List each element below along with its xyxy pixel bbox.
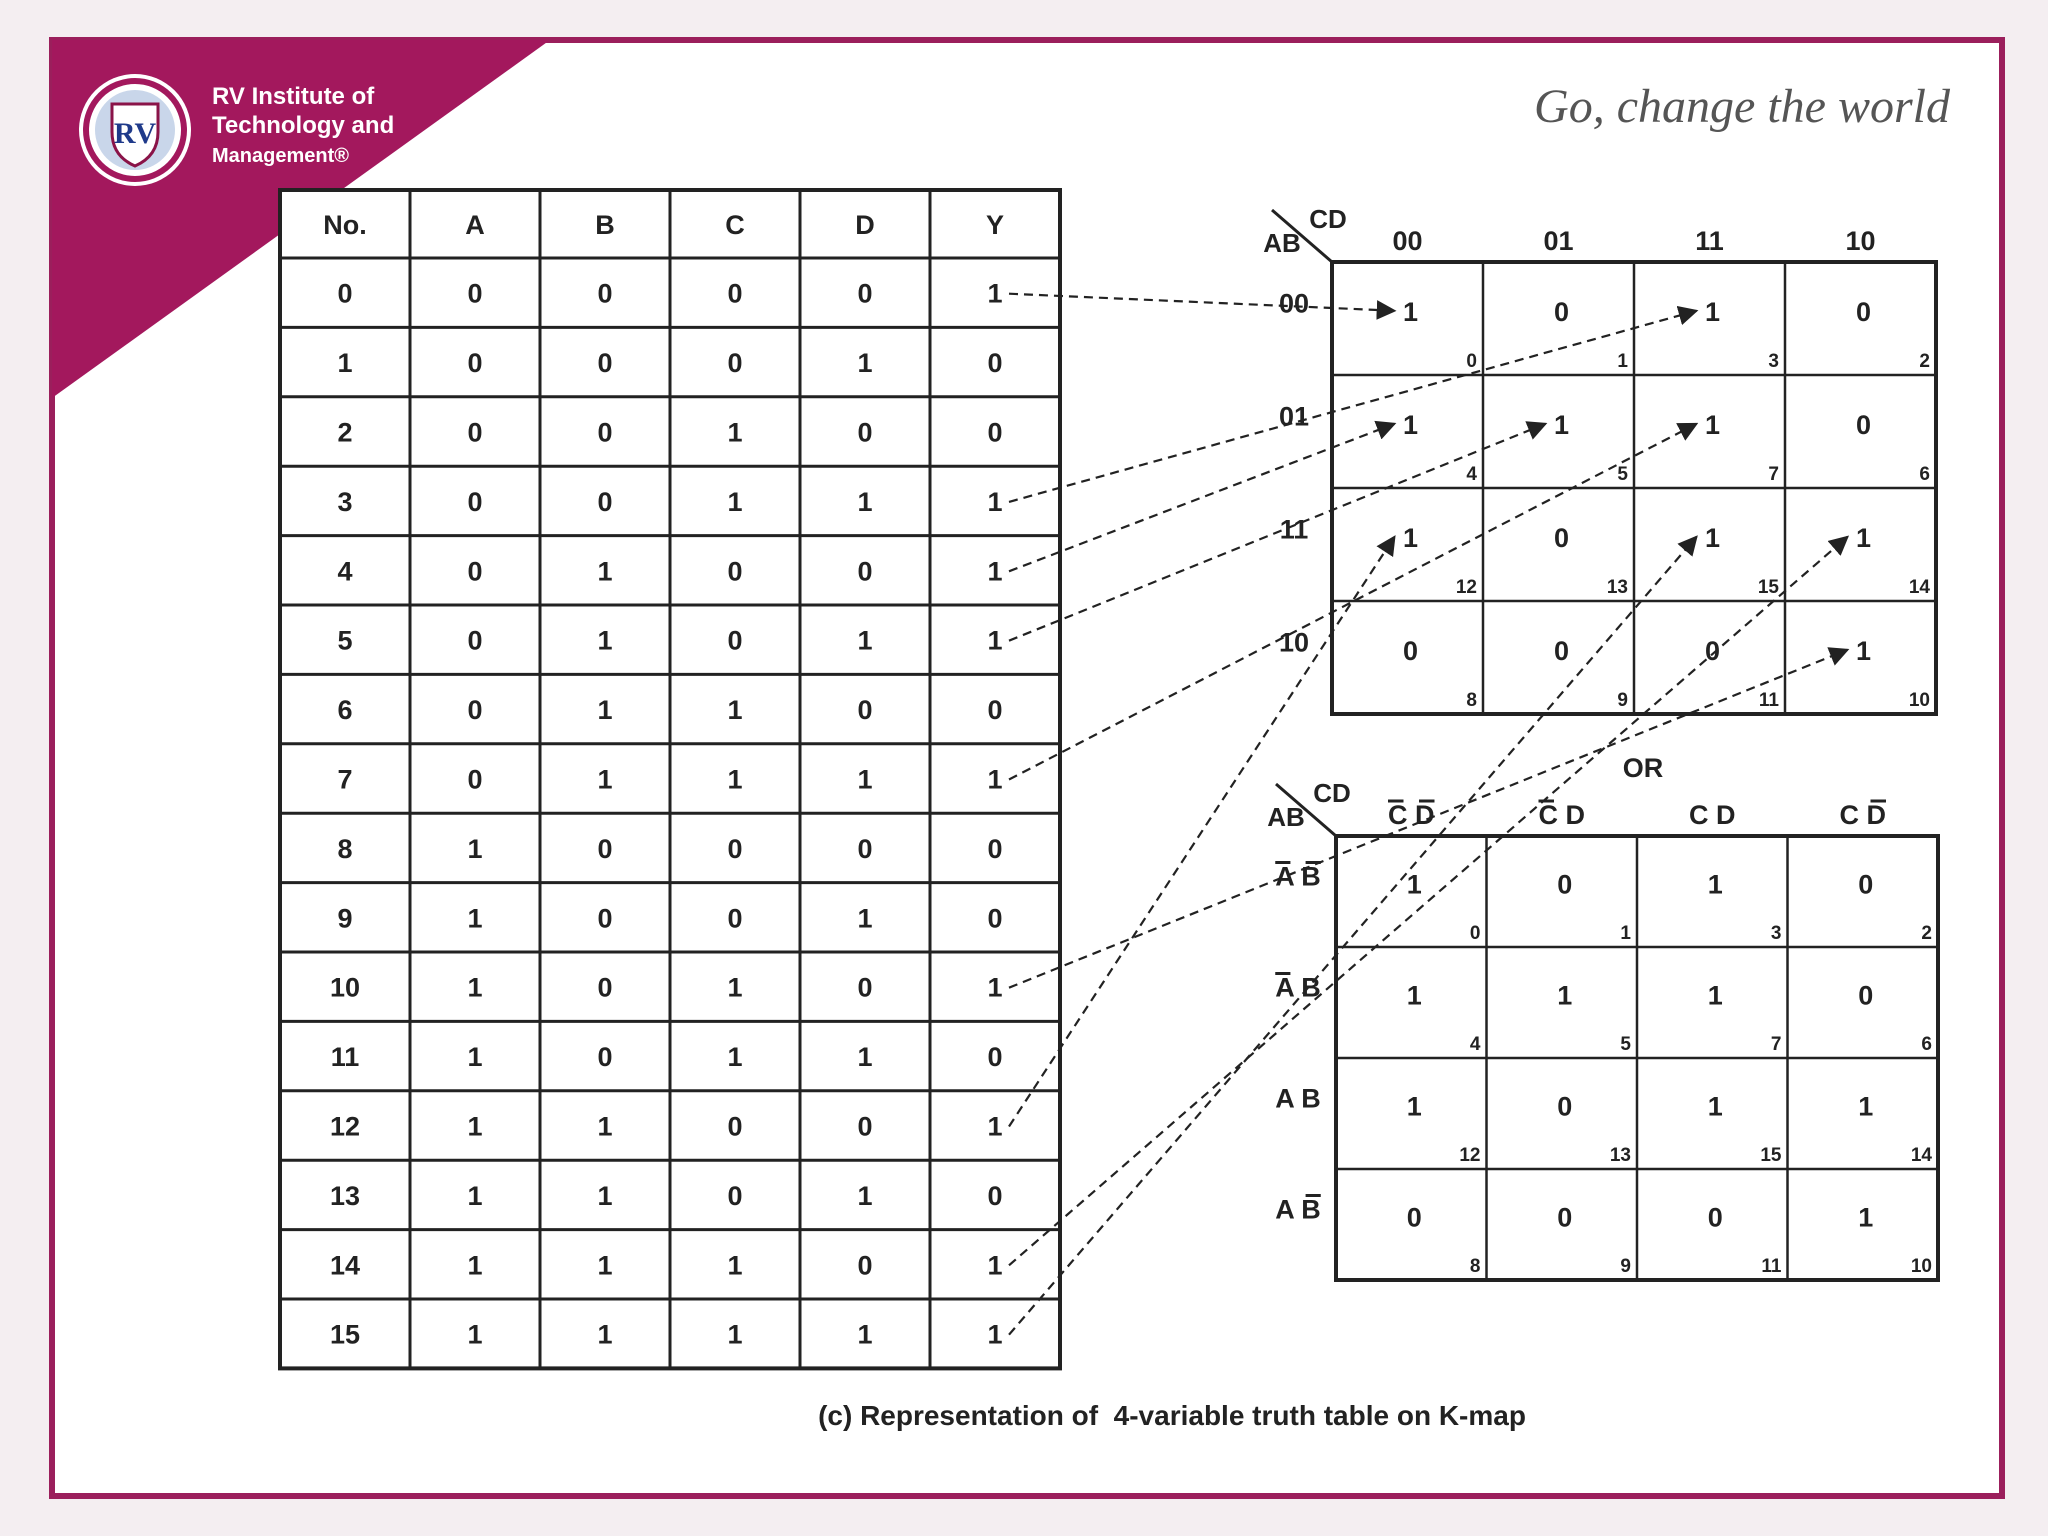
table-cell: 0 <box>857 1250 873 1281</box>
table-cell: 1 <box>987 972 1003 1003</box>
table-cell: 0 <box>727 1111 743 1142</box>
kmap-cell-value: 0 <box>1406 1202 1422 1233</box>
table-cell: 1 <box>467 1042 483 1073</box>
table-cell: 1 <box>467 833 483 864</box>
kmap-cell-value: 0 <box>1856 409 1872 440</box>
kmap-cell-index: 9 <box>1617 690 1628 711</box>
table-header: No. <box>323 210 367 240</box>
kmap-col-label: C D <box>1839 800 1886 830</box>
kmap-cell-index: 5 <box>1617 464 1628 485</box>
table-header: Y <box>985 210 1005 240</box>
table-cell: 1 <box>727 1250 743 1281</box>
brand-name-line-3: Management® <box>212 145 349 167</box>
kmap-cell-index: 12 <box>1455 577 1477 598</box>
table-cell: 0 <box>467 417 483 448</box>
table-cell: 0 <box>467 556 483 587</box>
kmap-cell-index: 12 <box>1459 1145 1481 1166</box>
kmap-cell-index: 14 <box>1908 577 1930 598</box>
kmap-cell-value: 1 <box>1705 296 1721 327</box>
table-cell: 1 <box>987 1250 1003 1281</box>
table-cell: 0 <box>467 278 483 309</box>
kmap-cell-index: 10 <box>1910 1256 1932 1277</box>
kmap-cell-value: 1 <box>1856 522 1872 553</box>
table-cell: 0 <box>467 695 483 726</box>
kmap-cell-index: 5 <box>1620 1034 1631 1055</box>
table-cell: 0 <box>727 556 743 587</box>
table-cell: 6 <box>337 695 353 726</box>
table-cell: 0 <box>727 833 743 864</box>
table-cell: 1 <box>467 903 483 934</box>
table-cell: 0 <box>467 348 483 379</box>
kmap-cell-value: 0 <box>1705 635 1721 666</box>
table-cell: 1 <box>467 1250 483 1281</box>
table-cell: 1 <box>857 1180 873 1211</box>
table-cell: 15 <box>329 1319 361 1350</box>
table-cell: 1 <box>987 556 1003 587</box>
kmap-cell-index: 15 <box>1757 577 1779 598</box>
table-cell: 0 <box>987 833 1003 864</box>
kmap-row-label: A B <box>1275 972 1321 1003</box>
kmap-cell-value: 1 <box>1707 869 1723 900</box>
kmap-cell-index: 11 <box>1758 690 1779 711</box>
kmap-cell-value: 1 <box>1403 409 1419 440</box>
table-cell: 1 <box>987 278 1003 309</box>
kmap-cell-index: 1 <box>1617 351 1628 372</box>
kmap-cell-index: 3 <box>1768 351 1779 372</box>
kmap-row-label: 11 <box>1279 514 1309 545</box>
kmap-cell-index: 9 <box>1620 1256 1631 1277</box>
table-cell: 1 <box>597 1111 613 1142</box>
kmap-cell-value: 0 <box>1554 296 1570 327</box>
kmap-cell-index: 14 <box>1910 1145 1932 1166</box>
kmap-corner-col-var: CD <box>1309 204 1347 234</box>
kmap-cell-value: 0 <box>1858 869 1874 900</box>
table-cell: 1 <box>987 486 1003 517</box>
table-cell: 1 <box>857 764 873 795</box>
table-cell: 1 <box>597 1180 613 1211</box>
table-cell: 0 <box>857 695 873 726</box>
table-cell: 0 <box>597 348 613 379</box>
table-cell: 0 <box>727 625 743 656</box>
table-cell: 0 <box>857 972 873 1003</box>
table-cell: 0 <box>987 903 1003 934</box>
table-cell: 0 <box>597 278 613 309</box>
kmap-cell-index: 8 <box>1466 690 1477 711</box>
table-cell: 1 <box>987 1111 1003 1142</box>
table-cell: 1 <box>597 1250 613 1281</box>
table-cell: 0 <box>727 348 743 379</box>
kmap-cell-value: 1 <box>1406 1091 1422 1122</box>
table-header: A <box>465 210 485 240</box>
kmap-cell-value: 1 <box>1554 409 1570 440</box>
table-cell: 0 <box>727 278 743 309</box>
kmap-row-label: 00 <box>1278 288 1310 319</box>
table-cell: 0 <box>597 1042 613 1073</box>
kmap-cell-value: 1 <box>1858 1091 1874 1122</box>
table-cell: 1 <box>727 972 743 1003</box>
table-cell: 1 <box>597 1319 613 1350</box>
table-cell: 1 <box>857 1319 873 1350</box>
kmap-row-label: 01 <box>1278 401 1310 432</box>
table-cell: 0 <box>857 1111 873 1142</box>
table-cell: 1 <box>727 417 743 448</box>
table-cell: 0 <box>987 695 1003 726</box>
table-cell: 1 <box>857 348 873 379</box>
table-cell: 0 <box>987 348 1003 379</box>
table-cell: 1 <box>727 695 743 726</box>
table-cell: 0 <box>597 486 613 517</box>
table-cell: 0 <box>987 1180 1003 1211</box>
kmap-cell-value: 0 <box>1403 635 1419 666</box>
kmap-cell-index: 0 <box>1466 351 1477 372</box>
table-header: D <box>855 210 875 240</box>
kmap-cell-index: 10 <box>1908 690 1930 711</box>
kmap-cell-value: 1 <box>1403 522 1419 553</box>
table-cell: 1 <box>987 1319 1003 1350</box>
kmap-cell-value: 1 <box>1557 980 1573 1011</box>
kmap-col-label: 00 <box>1392 226 1423 256</box>
kmap-col-label: 01 <box>1543 226 1574 256</box>
kmap-col-label: C D <box>1388 800 1435 830</box>
table-cell: 0 <box>467 764 483 795</box>
truth-table <box>280 190 1060 1368</box>
table-cell: 1 <box>857 625 873 656</box>
kmap-cell-value: 1 <box>1856 635 1872 666</box>
table-cell: 0 <box>597 903 613 934</box>
table-cell: 0 <box>857 556 873 587</box>
table-cell: 3 <box>337 486 353 517</box>
kmap-cell-value: 0 <box>1856 296 1872 327</box>
table-cell: 1 <box>467 1111 483 1142</box>
table-cell: 1 <box>597 695 613 726</box>
table-cell: 1 <box>857 903 873 934</box>
table-cell: 11 <box>330 1042 360 1073</box>
table-cell: 0 <box>337 278 353 309</box>
kmap-corner-row-var: AB <box>1263 228 1301 258</box>
table-cell: 0 <box>987 1042 1003 1073</box>
table-cell: 0 <box>857 278 873 309</box>
kmap-col-label: C D <box>1538 800 1585 830</box>
caption: (c) Representation of 4-variable truth table on K-map <box>818 1400 1526 1431</box>
kmap-cell-value: 0 <box>1557 869 1573 900</box>
kmap-cell-value: 0 <box>1858 980 1874 1011</box>
kmap-cell-index: 7 <box>1770 1034 1782 1055</box>
kmap-cell-index: 0 <box>1469 923 1481 944</box>
kmap-cell-value: 1 <box>1403 296 1419 327</box>
logo-text: RV <box>113 117 157 150</box>
table-cell: 1 <box>727 1042 743 1073</box>
kmap-cell-value: 0 <box>1707 1202 1723 1233</box>
table-header: C <box>725 210 745 240</box>
table-cell: 0 <box>597 972 613 1003</box>
table-cell: 1 <box>467 1319 483 1350</box>
kmap-cell-index: 11 <box>1761 1256 1782 1277</box>
table-cell: 1 <box>467 972 483 1003</box>
kmap-cell-value: 0 <box>1557 1091 1573 1122</box>
kmap-cell-index: 13 <box>1606 577 1628 598</box>
table-cell: 5 <box>337 625 353 656</box>
kmap-cell-index: 6 <box>1919 464 1930 485</box>
table-cell: 1 <box>857 1042 873 1073</box>
table-cell: 1 <box>597 556 613 587</box>
kmap-cell-index: 15 <box>1760 1145 1782 1166</box>
table-cell: 0 <box>597 417 613 448</box>
kmap-cell-value: 1 <box>1406 980 1422 1011</box>
table-cell: 8 <box>337 833 353 864</box>
kmap-cell-value: 1 <box>1707 1091 1723 1122</box>
kmap-row-label: A B <box>1275 1194 1321 1225</box>
table-cell: 1 <box>727 486 743 517</box>
kmap-cell-index: 3 <box>1770 923 1782 944</box>
tagline: Go, change the world <box>1534 80 1950 133</box>
kmap-cell-index: 1 <box>1620 923 1631 944</box>
kmap-col-label: C D <box>1689 800 1736 830</box>
kmap-literal <box>1267 778 1938 1280</box>
kmap-corner-col-var: CD <box>1313 778 1351 808</box>
table-cell: 12 <box>329 1111 361 1142</box>
kmap-cell-index: 7 <box>1768 464 1779 485</box>
table-cell: 1 <box>727 1319 743 1350</box>
brand-name-line-2: Technology and <box>212 112 395 139</box>
kmap-cell-value: 1 <box>1406 869 1422 900</box>
kmap-cell-index: 4 <box>1466 464 1477 485</box>
table-cell: 0 <box>597 833 613 864</box>
kmap-cell-value: 0 <box>1554 522 1570 553</box>
table-cell: 0 <box>857 417 873 448</box>
kmap-cell-value: 1 <box>1705 522 1721 553</box>
table-cell: 1 <box>597 625 613 656</box>
brand-name-line-1: RV Institute of <box>212 83 375 110</box>
kmap-binary <box>1263 204 1936 714</box>
kmap-row-label: A B <box>1275 861 1321 892</box>
table-cell: 0 <box>467 625 483 656</box>
table-header: B <box>595 210 615 240</box>
table-cell: 1 <box>467 1180 483 1211</box>
table-cell: 1 <box>987 625 1003 656</box>
table-cell: 2 <box>337 417 353 448</box>
kmap-cell-index: 4 <box>1469 1034 1481 1055</box>
kmap-cell-value: 0 <box>1557 1202 1573 1233</box>
kmap-cell-index: 8 <box>1469 1256 1481 1277</box>
kmap-cell-index: 2 <box>1919 351 1930 372</box>
table-cell: 13 <box>329 1180 361 1211</box>
kmap-corner-row-var: AB <box>1267 802 1305 832</box>
table-cell: 9 <box>337 903 353 934</box>
kmap-cell-index: 2 <box>1921 923 1932 944</box>
table-cell: 0 <box>857 833 873 864</box>
table-cell: 1 <box>987 764 1003 795</box>
kmap-cell-value: 0 <box>1554 635 1570 666</box>
kmap-cell-value: 1 <box>1858 1202 1874 1233</box>
table-cell: 14 <box>329 1250 361 1281</box>
table-cell: 0 <box>467 486 483 517</box>
table-cell: 10 <box>329 972 361 1003</box>
table-cell: 0 <box>727 1180 743 1211</box>
logo <box>79 74 191 186</box>
table-cell: 0 <box>727 903 743 934</box>
kmap-cell-value: 1 <box>1705 409 1721 440</box>
table-cell: 7 <box>337 764 353 795</box>
kmap-cell-index: 6 <box>1921 1034 1932 1055</box>
table-cell: 4 <box>337 556 353 587</box>
table-cell: 0 <box>987 417 1003 448</box>
kmap-row-label: 10 <box>1278 627 1310 658</box>
kmap-col-label: 11 <box>1695 226 1724 256</box>
or-label: OR <box>1622 753 1664 783</box>
kmap-cell-value: 1 <box>1707 980 1723 1011</box>
table-cell: 1 <box>337 348 353 379</box>
kmap-col-label: 10 <box>1845 226 1876 256</box>
kmap-row-label: A B <box>1275 1083 1321 1114</box>
table-cell: 1 <box>857 486 873 517</box>
kmap-cell-index: 13 <box>1609 1145 1631 1166</box>
table-cell: 1 <box>597 764 613 795</box>
table-cell: 1 <box>727 764 743 795</box>
